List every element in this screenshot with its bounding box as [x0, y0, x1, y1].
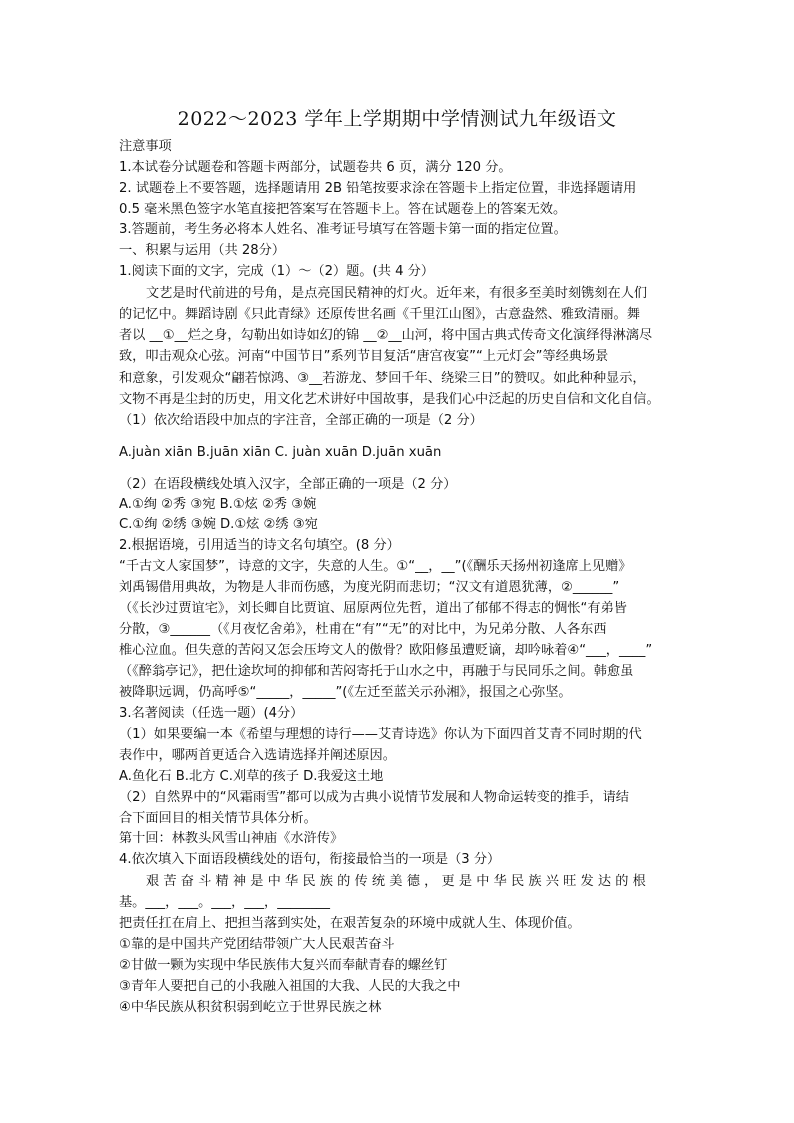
- question-line: A.鱼化石 B.北方 C.刈草的孩子 D.我爱这土地: [119, 769, 384, 784]
- passage-line: 致，叩击观众心弦。河南“中国节日”系列节目复活“唐宫夜宴”“上元灯会”等经典场景: [119, 349, 609, 364]
- passage-line: 的记忆中。舞蹈诗剧《只此青绿》还原传世名画《千里江山图》，古意盎然、雅致清丽。舞: [119, 307, 640, 322]
- notice-line: 0.5 毫米黑色签字水笔直接把答案写在答题卡上。答在试题卷上的答案无效。: [119, 202, 567, 217]
- passage-line: 者以 __①__烂之身，勾勒出如诗如幻的锦 __②__山河，将中国古典式传奇文化演绎得淋漓尽: [119, 328, 653, 343]
- question-stem: 3.名著阅读（任选一题）(4分）: [119, 706, 304, 721]
- passage-line: 和意象，引发观众“翩若惊鸿、③__若游龙、梦回千年、绕梁三日”的赞叹。如此种种显示，: [119, 371, 646, 386]
- question-stem: 2.根据语境，引用适当的诗文名句填空。(8 分）: [119, 538, 400, 553]
- passage-line: 文艺是时代前进的号角，是点亮国民精神的灯火。近年来，有很多至美时刻镌刻在人们: [146, 286, 648, 301]
- question-line: “千古文人家国梦”，诗意的文字，失意的人生。①“__，__”(《酬乐天扬州初逢席上见赠》: [119, 559, 632, 574]
- question-line: 刘禹锡借用典故，为物是人非而伤感，为度光阴而悲切；“汉文有道恩犹薄，②______”: [119, 580, 620, 595]
- option-line: ①靠的是中国共产党团结带领广大人民艰苦奋斗: [119, 937, 395, 952]
- option-line: ④中华民族从积贫积弱到屹立于世界民族之林: [119, 1000, 382, 1015]
- answer-options: A.①绚 ②秀 ③宛 B.①炫 ②秀 ③婉: [119, 497, 317, 512]
- answer-options: A.juàn xiān B.juān xiān C. juàn xuān D.juān xuān: [119, 445, 442, 460]
- question-line: 第十回：林教头风雪山神庙《水浒传》: [119, 831, 344, 846]
- sub-question: （2）在语段横线处填入汉字，全部正确的一项是（2 分）: [119, 477, 457, 492]
- question-line: （1）如果要编一本《希望与理想的诗行——艾青诗选》你认为下面四首艾青不同时期的代: [119, 727, 642, 742]
- notice-line: 2. 试题卷上不要答题，选择题请用 2B 铅笔按要求涂在答题卡上指定位置，非选择题请用: [119, 181, 637, 196]
- question-stem: 4.依次填入下面语段横线处的语句，衔接最恰当的一项是（3 分）: [119, 852, 501, 867]
- question-stem: 1.阅读下面的文字，完成（1）～（2）题。(共 4 分）: [119, 264, 435, 279]
- question-line: 分散，③______（《月夜忆舍弟》，杜甫在“有”“无”的对比中，为兄弟分散、人各东西: [119, 622, 607, 637]
- question-line: 表作中，哪两首更适合入选请选择并阐述原因。: [119, 748, 396, 763]
- option-line: ③青年人要把自己的小我融入祖国的大我、人民的大我之中: [119, 979, 461, 994]
- question-line: 椎心泣血。但失意的苦闷又怎会压垮文人的傲骨？欧阳修虽遭贬谪，却吟咏着④“___，____”: [119, 643, 653, 658]
- passage-line: 把责任扛在肩上、把担当落到实处，在艰苦复杂的环境中成就人生、体现价值。: [119, 916, 581, 931]
- question-line: 合下面回目的相关情节具体分析。: [119, 811, 317, 826]
- sub-question: （1）依次给语段中加点的字注音，全部正确的一项是（2 分）: [119, 413, 483, 428]
- notice-line: 3.答题前，考生务必将本人姓名、准考证号填写在答题卡第一面的指定位置。: [119, 222, 567, 237]
- question-line: （2）自然界中的“风霜雨雪”都可以成为古典小说情节发展和人物命运转变的推手，请结: [119, 790, 629, 805]
- passage-line: 基。___，___。___，___，________: [119, 895, 330, 910]
- page-title: 2022～2023 学年上学期期中学情测试九年级语文: [177, 108, 617, 130]
- passage-line: 文物不再是尘封的历史，用文化艺术讲好中国故事，是我们心中泛起的历史自信和文化自信。: [119, 392, 660, 407]
- option-line: ②甘做一颗为实现中华民族伟大复兴而奉献青春的螺丝钉: [119, 958, 448, 973]
- notice-line: 1.本试卷分试题卷和答题卡两部分，试题卷共 6 页，满分 120 分。: [119, 160, 512, 175]
- question-line: （《长沙过贾谊宅》，刘长卿自比贾谊、屈原两位先哲，道出了郁郁不得志的惆怅“有弟皆: [119, 601, 627, 616]
- question-line: （《醉翁亭记》，把仕途坎坷的抑郁和苦闷寄托于山水之中，再融于与民同乐之间。韩愈虽: [119, 664, 634, 679]
- question-line: 被降职远调，仍高呼⑤“_____，_____”(《左迁至蓝关示孙湘》，报国之心弥坚。: [119, 685, 572, 700]
- section-heading: 一、积累与运用（共 28分）: [119, 243, 286, 258]
- passage-line: 艰 苦 奋 斗 精 神 是 中 华 民 族 的 传 统 美 德 ， 更 是 中 华 民 族 兴 旺 发 达 的 根: [146, 874, 646, 889]
- notice-heading: 注意事项: [119, 139, 172, 154]
- answer-options: C.①绚 ②绣 ③婉 D.①炫 ②绣 ③宛: [119, 517, 318, 532]
